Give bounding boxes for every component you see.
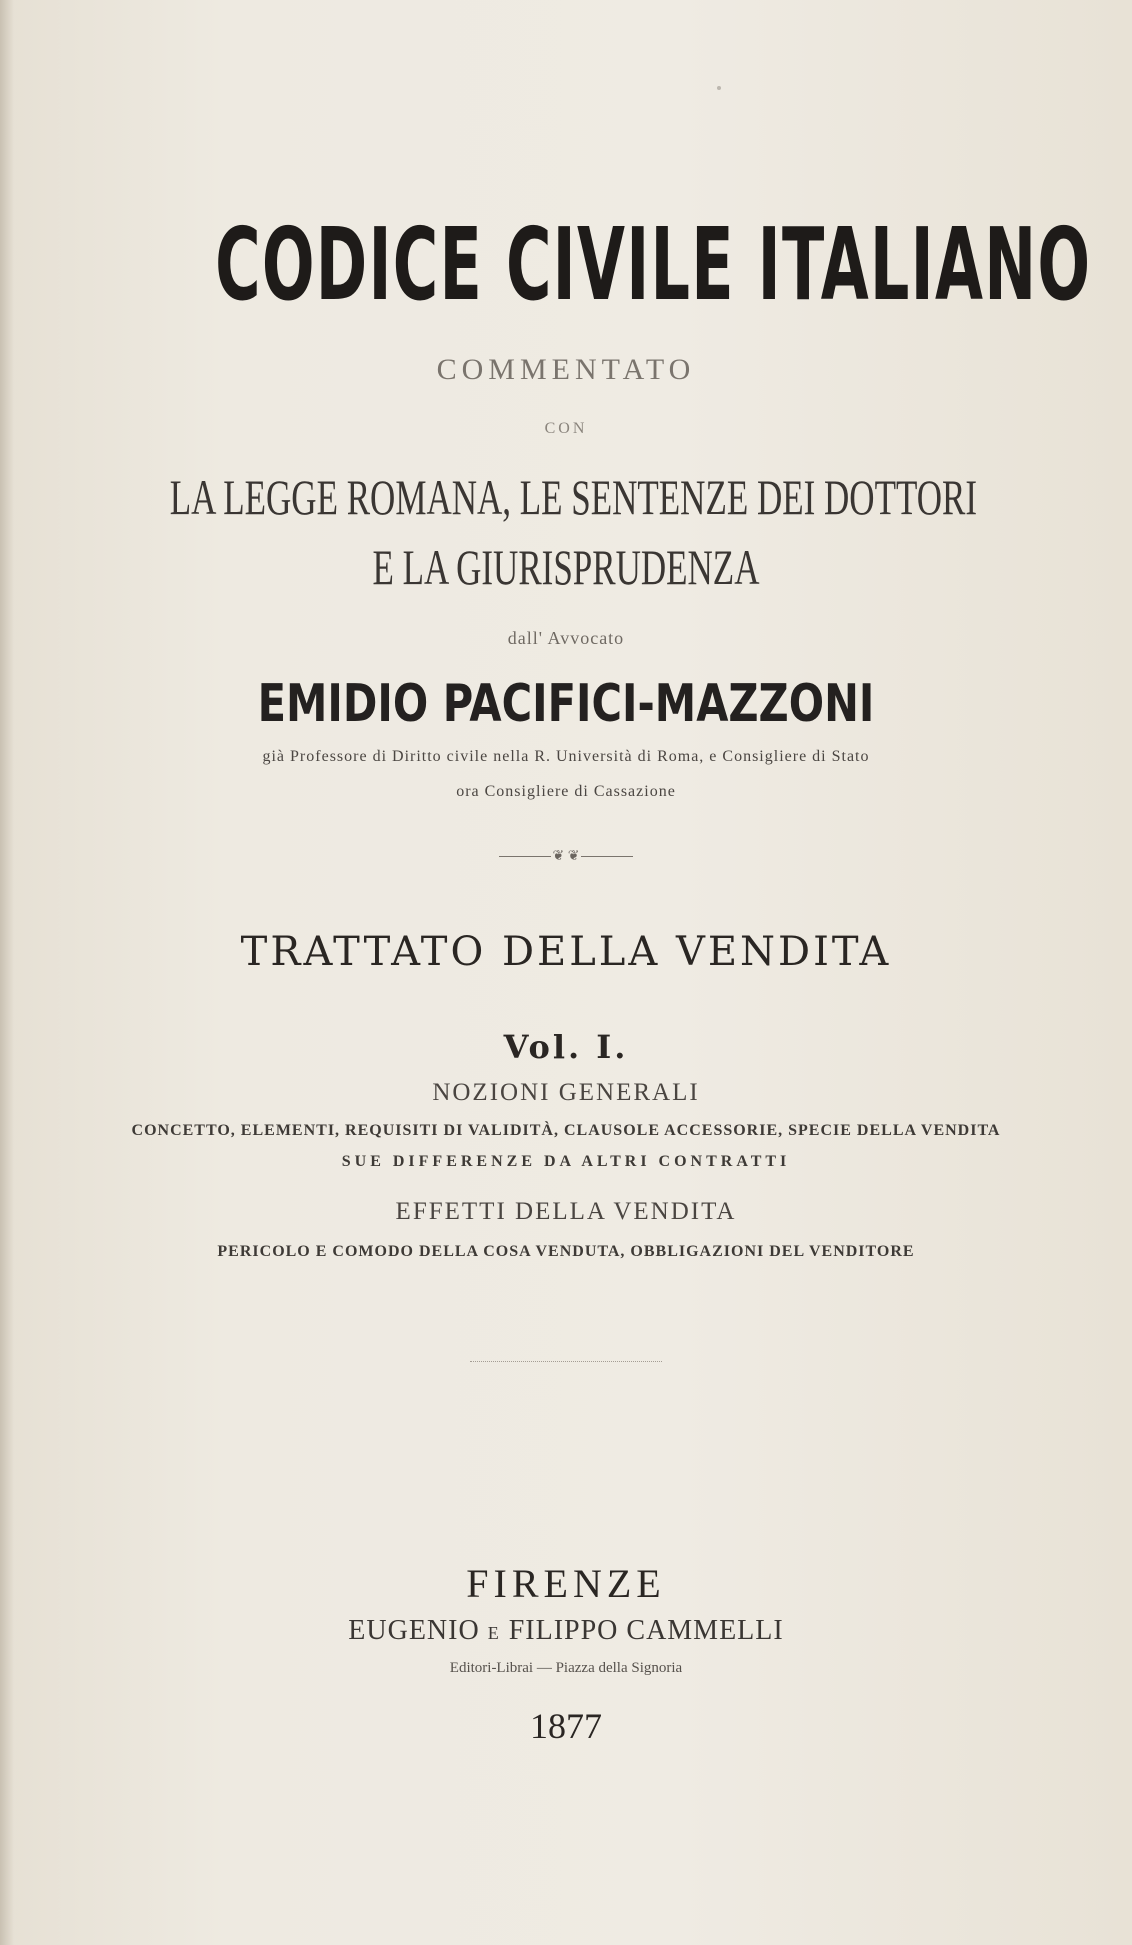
subtitle-line-1: LA LEGGE ROMANA, LE SENTENZE DEI DOTTORI <box>169 469 977 525</box>
publisher-joiner: E <box>487 1623 501 1643</box>
publisher-name-1: EUGENIO <box>348 1615 480 1646</box>
volume-label: Vol. I. <box>503 1028 629 1066</box>
author-credentials-line-1: già Professore di Diritto civile nella R. Università di Roma, e Consigliere di Stato <box>262 748 870 765</box>
con-label: CON <box>544 420 588 437</box>
publication-year: 1877 <box>530 1706 602 1746</box>
section-2-detail: PERICOLO E COMODO DELLA COSA VENDUTA, OBBLIGAZIONI DEL VENDITORE <box>217 1243 915 1260</box>
section-1-detail-line-1: CONCETTO, ELEMENTI, REQUISITI DI VALIDITÀ, CLAUSOLE ACCESSORIE, SPECIE DELLA VENDITA <box>131 1122 1001 1139</box>
ornament-line-left <box>499 856 551 857</box>
subtitle-line-2: E LA GIURISPRUDENZA <box>372 539 760 595</box>
publisher-line <box>0 1615 1132 1647</box>
treatise-title: TRATTATO DELLA VENDITA <box>240 929 892 975</box>
publisher-address: Editori-Librai — Piazza della Signoria <box>449 1660 683 1676</box>
book-title: CODICE CIVILE ITALIANO <box>215 206 1092 323</box>
publisher-name-2: FILIPPO CAMMELLI <box>508 1615 784 1646</box>
ornament-line-right <box>581 856 633 857</box>
author-name: EMIDIO PACIFICI-MAZZONI <box>257 674 875 734</box>
section-1-title: NOZIONI GENERALI <box>432 1079 700 1106</box>
author-credentials-line-2: ora Consigliere di Cassazione <box>456 783 676 800</box>
dotted-rule <box>470 1361 662 1362</box>
ornament-divider <box>0 848 1132 864</box>
section-1-detail-line-2: SUE DIFFERENZE DA ALTRI CONTRATTI <box>341 1153 791 1170</box>
commentato-label: COMMENTATO <box>436 353 696 386</box>
publication-city: FIRENZE <box>466 1561 666 1606</box>
paper-speck <box>717 86 721 90</box>
section-2-title: EFFETTI DELLA VENDITA <box>395 1198 737 1225</box>
author-prefix: dall' Avvocato <box>507 628 625 648</box>
floral-ornament-icon: ❦ ❦ <box>552 848 580 864</box>
